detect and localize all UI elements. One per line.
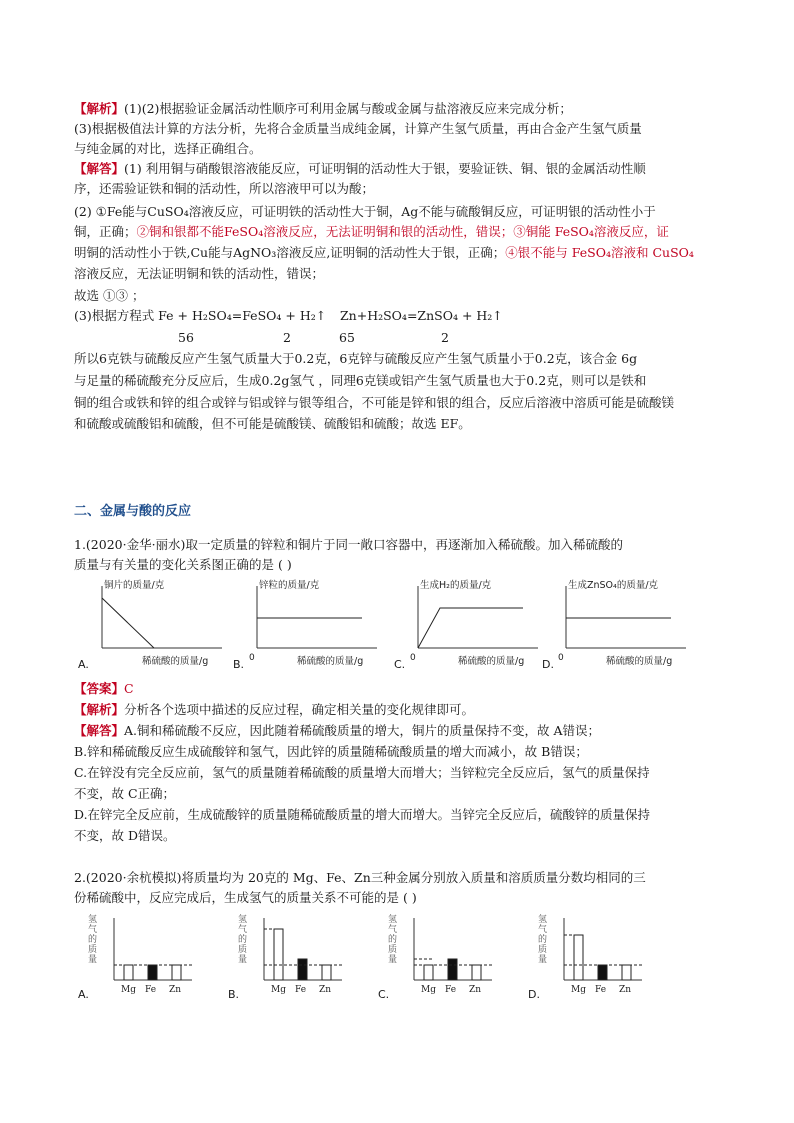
solution-line-1: 【解答】(1) 利用铜与硝酸银溶液能反应，可证明铜的活动性大于银，要验证铁、铜、银的金属活动性顺: [74, 161, 646, 176]
solution-line-2: 序，还需验证铁和铜的活动性，所以溶液甲可以为酸；: [74, 181, 375, 196]
equation-zn: Zn+H₂SO₄=ZnSO₄ + H₂↑: [340, 308, 503, 323]
q1-stem-1: 1.(2020·金华·丽水)取一定质量的锌粒和铜片于同一敞口容器中，再逐渐加入稀硫酸。加入稀硫酸的: [74, 537, 623, 552]
bar-zn: [322, 965, 331, 980]
solution-tag: 【解答】: [74, 161, 125, 176]
bar-fe: [148, 965, 157, 980]
y-label-char: 气: [88, 925, 98, 935]
y-label-char: 量: [538, 955, 548, 965]
bar-fe: [448, 959, 457, 980]
bar-zn: [172, 965, 181, 980]
series-line: [418, 608, 523, 648]
solution-line-4: 铜，正确；②铜和银都不能FeSO₄溶液反应，无法证明铜和银的活动性，错误；③铜能 FeSO₄溶液反应，证: [74, 224, 669, 239]
conclusion-line-2: 与足量的稀硫酸充分反应后，生成0.2g氢气 ，同理6克镁或铝产生氢气质量也大于0.2克，则可以是铁和: [74, 373, 647, 388]
y-axis-label: 生成ZnSO₄的质量/克: [568, 580, 659, 591]
answer-value: C: [124, 681, 134, 696]
origin-label: 0: [410, 653, 416, 663]
series-line: [102, 598, 154, 648]
origin-label: 0: [558, 653, 564, 663]
y-axis-label: 锌粒的质量/克: [259, 580, 320, 591]
option-letter: B.: [228, 988, 240, 1001]
y-label-char: 氢: [238, 915, 248, 925]
analysis-tag: 【解析】: [74, 101, 125, 116]
metal-label: Fe: [595, 985, 607, 995]
q1-answer-line: [74, 680, 134, 697]
y-label-char: 量: [88, 955, 98, 965]
q1-chart-c[interactable]: [394, 578, 548, 674]
q1-chart-svg: [237, 578, 387, 670]
q2-chart-a[interactable]: [78, 908, 202, 1004]
bar-fe: [298, 959, 307, 980]
metal-label: Zn: [469, 985, 482, 995]
metal-label: Fe: [445, 985, 457, 995]
bar-mg: [274, 929, 283, 980]
q1-chart-b[interactable]: [233, 578, 387, 674]
q1-analysis-line: 【解析】分析各个选项中描述的反应过程，确定相关量的变化规律即可。: [74, 702, 475, 717]
eq-num-65: 65: [339, 330, 355, 345]
option-letter: C.: [378, 988, 390, 1001]
x-axis-label: 稀硫酸的质量/g: [458, 656, 525, 667]
solution-line-6: 溶液反应，无法证明铜和铁的活动性，错误；: [74, 266, 325, 281]
option-letter: C.: [394, 658, 406, 671]
conclusion-line-1: 所以6克铁与硫酸反应产生氢气质量大于0.2克，6克锌与硫酸反应产生氢气质量小于0.2克，该合金 6g: [74, 351, 638, 366]
y-label-char: 的: [88, 935, 98, 945]
option-letter: A.: [78, 988, 89, 1001]
option-letter: A.: [78, 658, 89, 671]
q1-stem-2: 质量与有关量的变化关系图正确的是 ( ): [74, 557, 292, 572]
analysis-line-2: (3)根据极值法计算的方法分析，先将合金质量当成纯金属，计算产生氢气质量，再由合金产生氢气质量: [74, 121, 642, 136]
metal-label: Zn: [319, 985, 332, 995]
origin-label: 0: [249, 653, 255, 663]
metal-label: Zn: [169, 985, 182, 995]
section-title: 二、金属与酸的反应: [74, 504, 192, 519]
bar-zn: [472, 965, 481, 980]
q1-chart-svg: [82, 578, 232, 670]
option-letter: D.: [528, 988, 540, 1001]
eq-num-2a: 2: [283, 330, 291, 345]
y-label-char: 气: [238, 925, 248, 935]
y-label-char: 量: [388, 955, 398, 965]
bar-mg: [424, 965, 433, 980]
y-label-char: 质: [388, 945, 398, 955]
y-label-char: 质: [88, 945, 98, 955]
option-letter: B.: [233, 658, 245, 671]
bar-mg: [574, 935, 583, 980]
q1-solution-1: 【解答】A.铜和稀硫酸不反应，因此随着稀硫酸质量的增大，铜片的质量保持不变，故 A错误；: [74, 723, 601, 738]
answer-tag: 【答案】: [74, 681, 125, 696]
analysis-line-1: 【解析】(1)(2)根据验证金属活动性顺序可利用金属与酸或金属与盐溶液反应来完成分析；: [74, 101, 572, 116]
solution-line-3: (2) ①Fe能与CuSO₄溶液反应，可证明铁的活动性大于铜，Ag不能与硫酸铜反应，可证明银的活动性小于: [74, 204, 656, 219]
conclusion-line-3: 铜的组合或铁和锌的组合或锌与铝或锌与银等组合，不可能是锌和银的组合，反应后溶液中溶质可能是硫酸镁: [74, 395, 675, 410]
q1-solution-2: B.锌和稀硫酸反应生成硫酸锌和氢气，因此锌的质量随稀硫酸质量的增大而减小，故 B错误；: [74, 744, 588, 759]
conclusion-line-4: 和硫酸或硫酸铝和硫酸，但不可能是硫酸镁、硫酸铝和硫酸；故选 EF。: [74, 416, 471, 431]
q1-solution-3: C.在锌没有完全反应前，氢气的质量随着稀硫酸的质量增大而增大；当锌粒完全反应后，氢气的质量保持: [74, 765, 650, 780]
q1-solution-4: 不变，故 C正确；: [74, 786, 176, 801]
y-label-char: 质: [538, 945, 548, 955]
q2-chart-c[interactable]: [378, 908, 502, 1004]
metal-label: Mg: [271, 985, 286, 995]
y-label-char: 氢: [538, 915, 548, 925]
metal-label: Fe: [295, 985, 307, 995]
solution-line-7: 故选 ①③ ；: [74, 288, 145, 303]
x-axis-label: 稀硫酸的质量/g: [142, 656, 209, 667]
metal-label: Mg: [571, 985, 586, 995]
analysis-line-3: 与纯金属的对比，选择正确组合。: [74, 141, 262, 156]
solution-line-5: 明铜的活动性小于铁,Cu能与AgNO₃溶液反应,证明铜的活动性大于银，正确；④银不能与 FeSO₄溶液和 CuSO₄: [74, 245, 694, 260]
q1-solution-5: D.在锌完全反应前，生成硫酸锌的质量随稀硫酸质量的增大而增大。当锌完全反应后，硫酸锌的质量保持: [74, 807, 651, 822]
option-letter: D.: [542, 658, 554, 671]
bar-zn: [622, 965, 631, 980]
q2-chart-d[interactable]: [528, 908, 652, 1004]
y-label-char: 气: [538, 925, 548, 935]
q2-stem-1: 2.(2020·余杭模拟)将质量均为 20克的 Mg、Fe、Zn三种金属分别放入质量和溶质质量分数均相同的三: [74, 870, 646, 885]
q2-chart-b[interactable]: [228, 908, 352, 1004]
y-label-char: 的: [388, 935, 398, 945]
metal-label: Fe: [145, 985, 157, 995]
y-label-char: 的: [538, 935, 548, 945]
q1-chart-d[interactable]: [542, 578, 696, 674]
bar-mg: [124, 965, 133, 980]
y-label-char: 氢: [88, 915, 98, 925]
y-label-char: 质: [238, 945, 248, 955]
q1-solution-6: 不变，故 D错误。: [74, 828, 176, 843]
q1-chart-a[interactable]: [78, 578, 232, 674]
metal-label: Mg: [421, 985, 436, 995]
y-axis-label: 生成H₂的质量/克: [420, 580, 492, 591]
x-axis-label: 稀硫酸的质量/g: [606, 656, 673, 667]
eq-num-2b: 2: [441, 330, 449, 345]
equation-line: (3)根据方程式 Fe + H₂SO₄=FeSO₄ + H₂↑: [74, 308, 327, 323]
q1-chart-svg: [546, 578, 696, 670]
q1-chart-svg: [398, 578, 548, 670]
metal-label: Mg: [121, 985, 136, 995]
eq-num-56: 56: [178, 330, 194, 345]
x-axis-label: 稀硫酸的质量/g: [297, 656, 364, 667]
q2-stem-2: 份稀硫酸中，反应完成后，生成氢气的质量关系不可能的是 ( ): [74, 890, 417, 905]
y-label-char: 的: [238, 935, 248, 945]
y-axis-label: 铜片的质量/克: [104, 580, 165, 591]
bar-fe: [598, 965, 607, 980]
y-label-char: 气: [388, 925, 398, 935]
y-label-char: 氢: [388, 915, 398, 925]
y-label-char: 量: [238, 955, 248, 965]
metal-label: Zn: [619, 985, 632, 995]
